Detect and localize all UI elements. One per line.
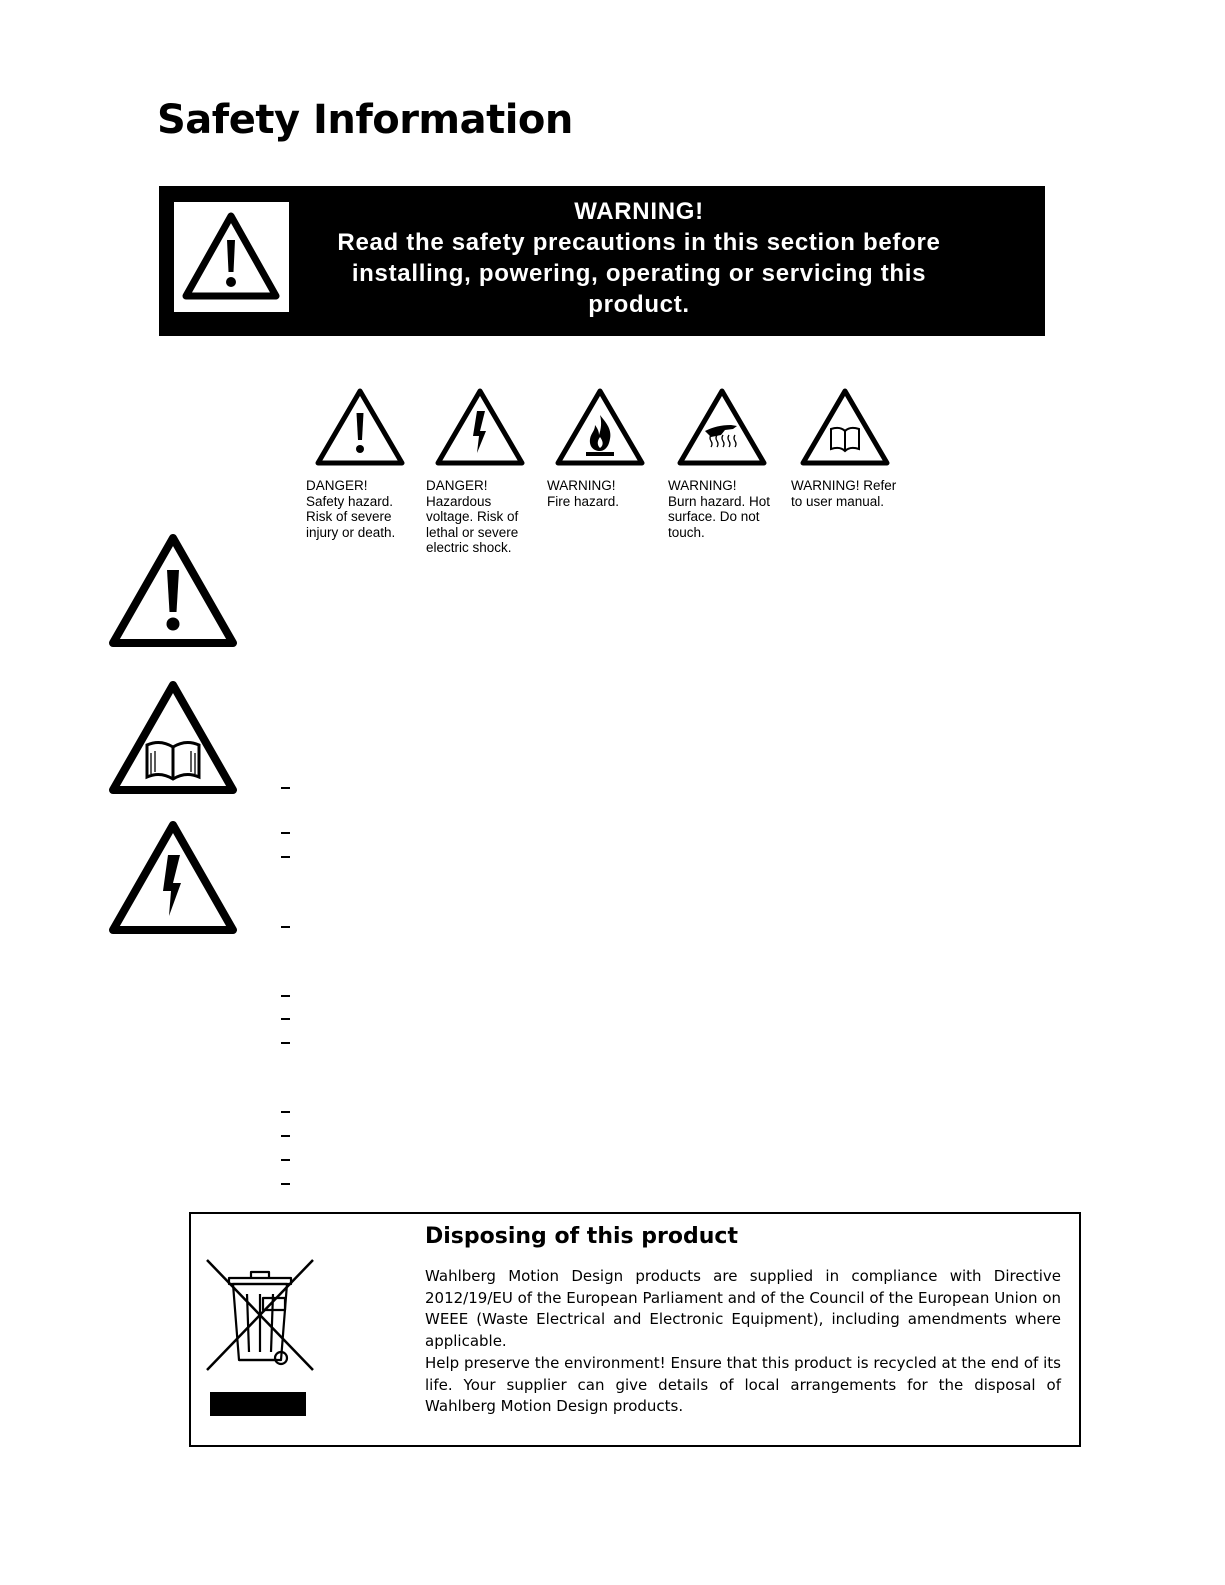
warning-heading: WARNING! <box>574 198 704 225</box>
exclamation-triangle-icon <box>313 387 407 467</box>
manual-triangle-icon <box>107 679 239 797</box>
list-bullet <box>281 787 290 789</box>
disposal-paragraph: Help preserve the environment! Ensure that this product is recycled at the end of its life. Your supplier can give details of local arrangements for the disposal of Wahlberg Motion Design products. <box>425 1354 1061 1416</box>
lightning-triangle-icon <box>107 819 239 937</box>
hazard-caption: DANGER! Safety hazard. Risk of severe injury or death. <box>306 478 396 540</box>
list-bullet <box>281 926 290 928</box>
hazard-caption: WARNING! Refer to user manual. <box>791 478 897 509</box>
warning-line: product. <box>588 291 690 318</box>
warning-text <box>289 196 989 320</box>
list-bullet <box>281 1159 290 1161</box>
warning-icon-box <box>174 202 289 312</box>
list-bullet <box>281 1018 290 1020</box>
list-bullet <box>281 1111 290 1113</box>
list-bullet <box>281 832 290 834</box>
list-bullet <box>281 1135 290 1137</box>
weee-bar <box>210 1392 306 1416</box>
warning-line: installing, powering, operating or servicing this <box>351 260 927 287</box>
warning-line: Read the safety precautions in this section before <box>337 229 941 256</box>
list-bullet <box>281 1042 290 1044</box>
list-bullet <box>281 995 290 997</box>
warning-banner <box>159 186 1045 336</box>
lightning-triangle-icon <box>433 387 527 467</box>
fire-triangle-icon <box>553 387 647 467</box>
disposal-title: Disposing of this product <box>425 1224 738 1249</box>
hazard-caption: WARNING! Burn hazard. Hot surface. Do not touch. <box>668 478 771 540</box>
manual-triangle-icon <box>798 387 892 467</box>
list-bullet <box>281 1183 290 1185</box>
exclamation-triangle-icon <box>181 210 281 302</box>
exclamation-triangle-icon <box>107 532 239 650</box>
list-bullet <box>281 856 290 858</box>
page-title: Safety Information <box>157 97 573 143</box>
disposal-paragraph: Wahlberg Motion Design products are supplied in compliance with Directive 2012/19/EU of the European Parliament and of the Council of the European Union on WEEE (Waste Electrical and Electronic Equipment), including amendments where applicable. <box>425 1267 1061 1351</box>
disposal-box <box>189 1212 1081 1447</box>
hazard-caption: WARNING! Fire hazard. <box>547 478 620 509</box>
hazard-caption: DANGER! Hazardous voltage. Risk of lethal or severe electric shock. <box>426 478 519 555</box>
crossed-out-bin-icon <box>203 1254 317 1374</box>
hot-surface-triangle-icon <box>675 387 769 467</box>
